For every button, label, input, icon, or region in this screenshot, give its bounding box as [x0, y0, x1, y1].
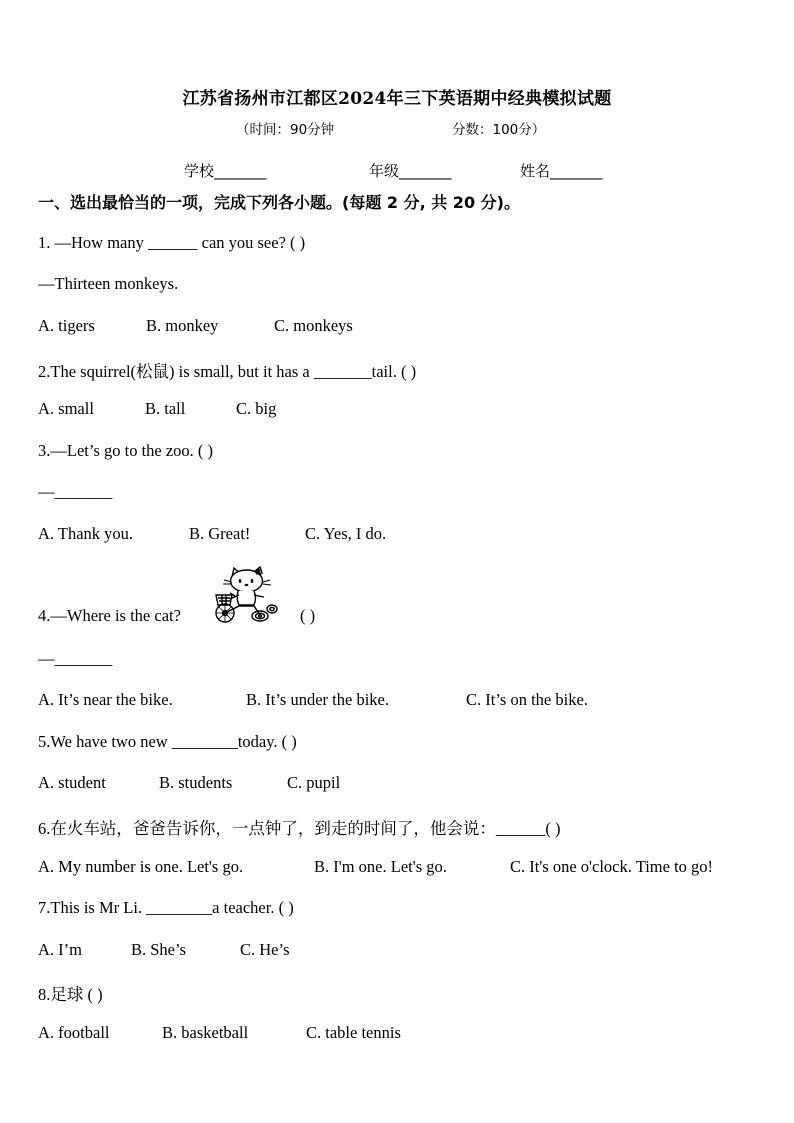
question-8-option-a: A. football — [38, 1023, 110, 1042]
question-1-answer-line: —Thirteen monkeys. — [38, 274, 179, 293]
question-2-option-c: C. big — [236, 399, 277, 418]
question-4-option-b: B. It’s under the bike. — [246, 690, 389, 709]
question-4-answer-line: —_______ — [38, 649, 113, 668]
name-field: 姓名_______ — [520, 162, 603, 180]
question-8-option-c: C. table tennis — [306, 1023, 401, 1042]
question-7-option-c: C. He’s — [240, 940, 290, 959]
question-3-answer-line: —_______ — [38, 482, 113, 501]
question-8-option-b: B. basketball — [162, 1023, 249, 1042]
question-4-option-a: A. It’s near the bike. — [38, 690, 173, 709]
question-7-option-b: B. She’s — [131, 940, 187, 959]
question-6-option-b: B. I'm one. Let's go. — [314, 857, 447, 876]
question-6-option-c: C. It's one o'clock. Time to go! — [510, 857, 714, 876]
exam-title: 江苏省扬州市江都区2024年三下英语期中经典模拟试题 — [182, 89, 612, 109]
question-5-option-b: B. students — [159, 773, 233, 792]
question-6-option-a: A. My number is one. Let's go. — [38, 857, 244, 876]
hello-kitty-on-bike-icon — [208, 565, 286, 625]
question-7-stem: 7.This is Mr Li. ________a teacher. ( ) — [38, 898, 294, 917]
question-4-option-c: C. It’s on the bike. — [466, 690, 588, 709]
question-1-option-c: C. monkeys — [274, 316, 353, 335]
question-3-option-a: A. Thank you. — [38, 524, 134, 543]
question-6-stem: 6.在火车站，爸爸告诉你，一点钟了，到走的时间了，他会说：______( ) — [38, 819, 561, 838]
school-field: 学校_______ — [184, 162, 267, 180]
question-1-option-a: A. tigers — [38, 316, 95, 335]
question-4-answer-bracket: ( ) — [300, 606, 316, 625]
question-3-option-b: B. Great! — [189, 524, 251, 543]
question-3-option-c: C. Yes, I do. — [305, 524, 387, 543]
question-8-stem: 8.足球 ( ) — [38, 985, 103, 1004]
question-2-option-b: B. tall — [145, 399, 186, 418]
question-5-stem: 5.We have two new ________today. ( ) — [38, 732, 297, 751]
exam-time: （时间：90分钟 — [236, 122, 335, 138]
question-7-option-a: A. I’m — [38, 940, 82, 959]
question-5-option-a: A. student — [38, 773, 106, 792]
question-5-option-c: C. pupil — [287, 773, 341, 792]
question-2-option-a: A. small — [38, 399, 94, 418]
question-2-stem: 2.The squirrel(松鼠) is small, but it has a _______tail. ( ) — [38, 362, 417, 381]
question-1-stem: 1. —How many ______ can you see? ( ) — [38, 233, 306, 252]
section-heading: 一、选出最恰当的一项，完成下列各小题。(每题 2 分, 共 20 分)。 — [38, 193, 520, 212]
question-1-option-b: B. monkey — [146, 316, 219, 335]
question-4-stem: 4.—Where is the cat? — [38, 606, 181, 625]
question-3-stem: 3.—Let’s go to the zoo. ( ) — [38, 441, 214, 460]
grade-field: 年级_______ — [369, 162, 452, 180]
exam-score: 分数：100分） — [452, 122, 546, 138]
